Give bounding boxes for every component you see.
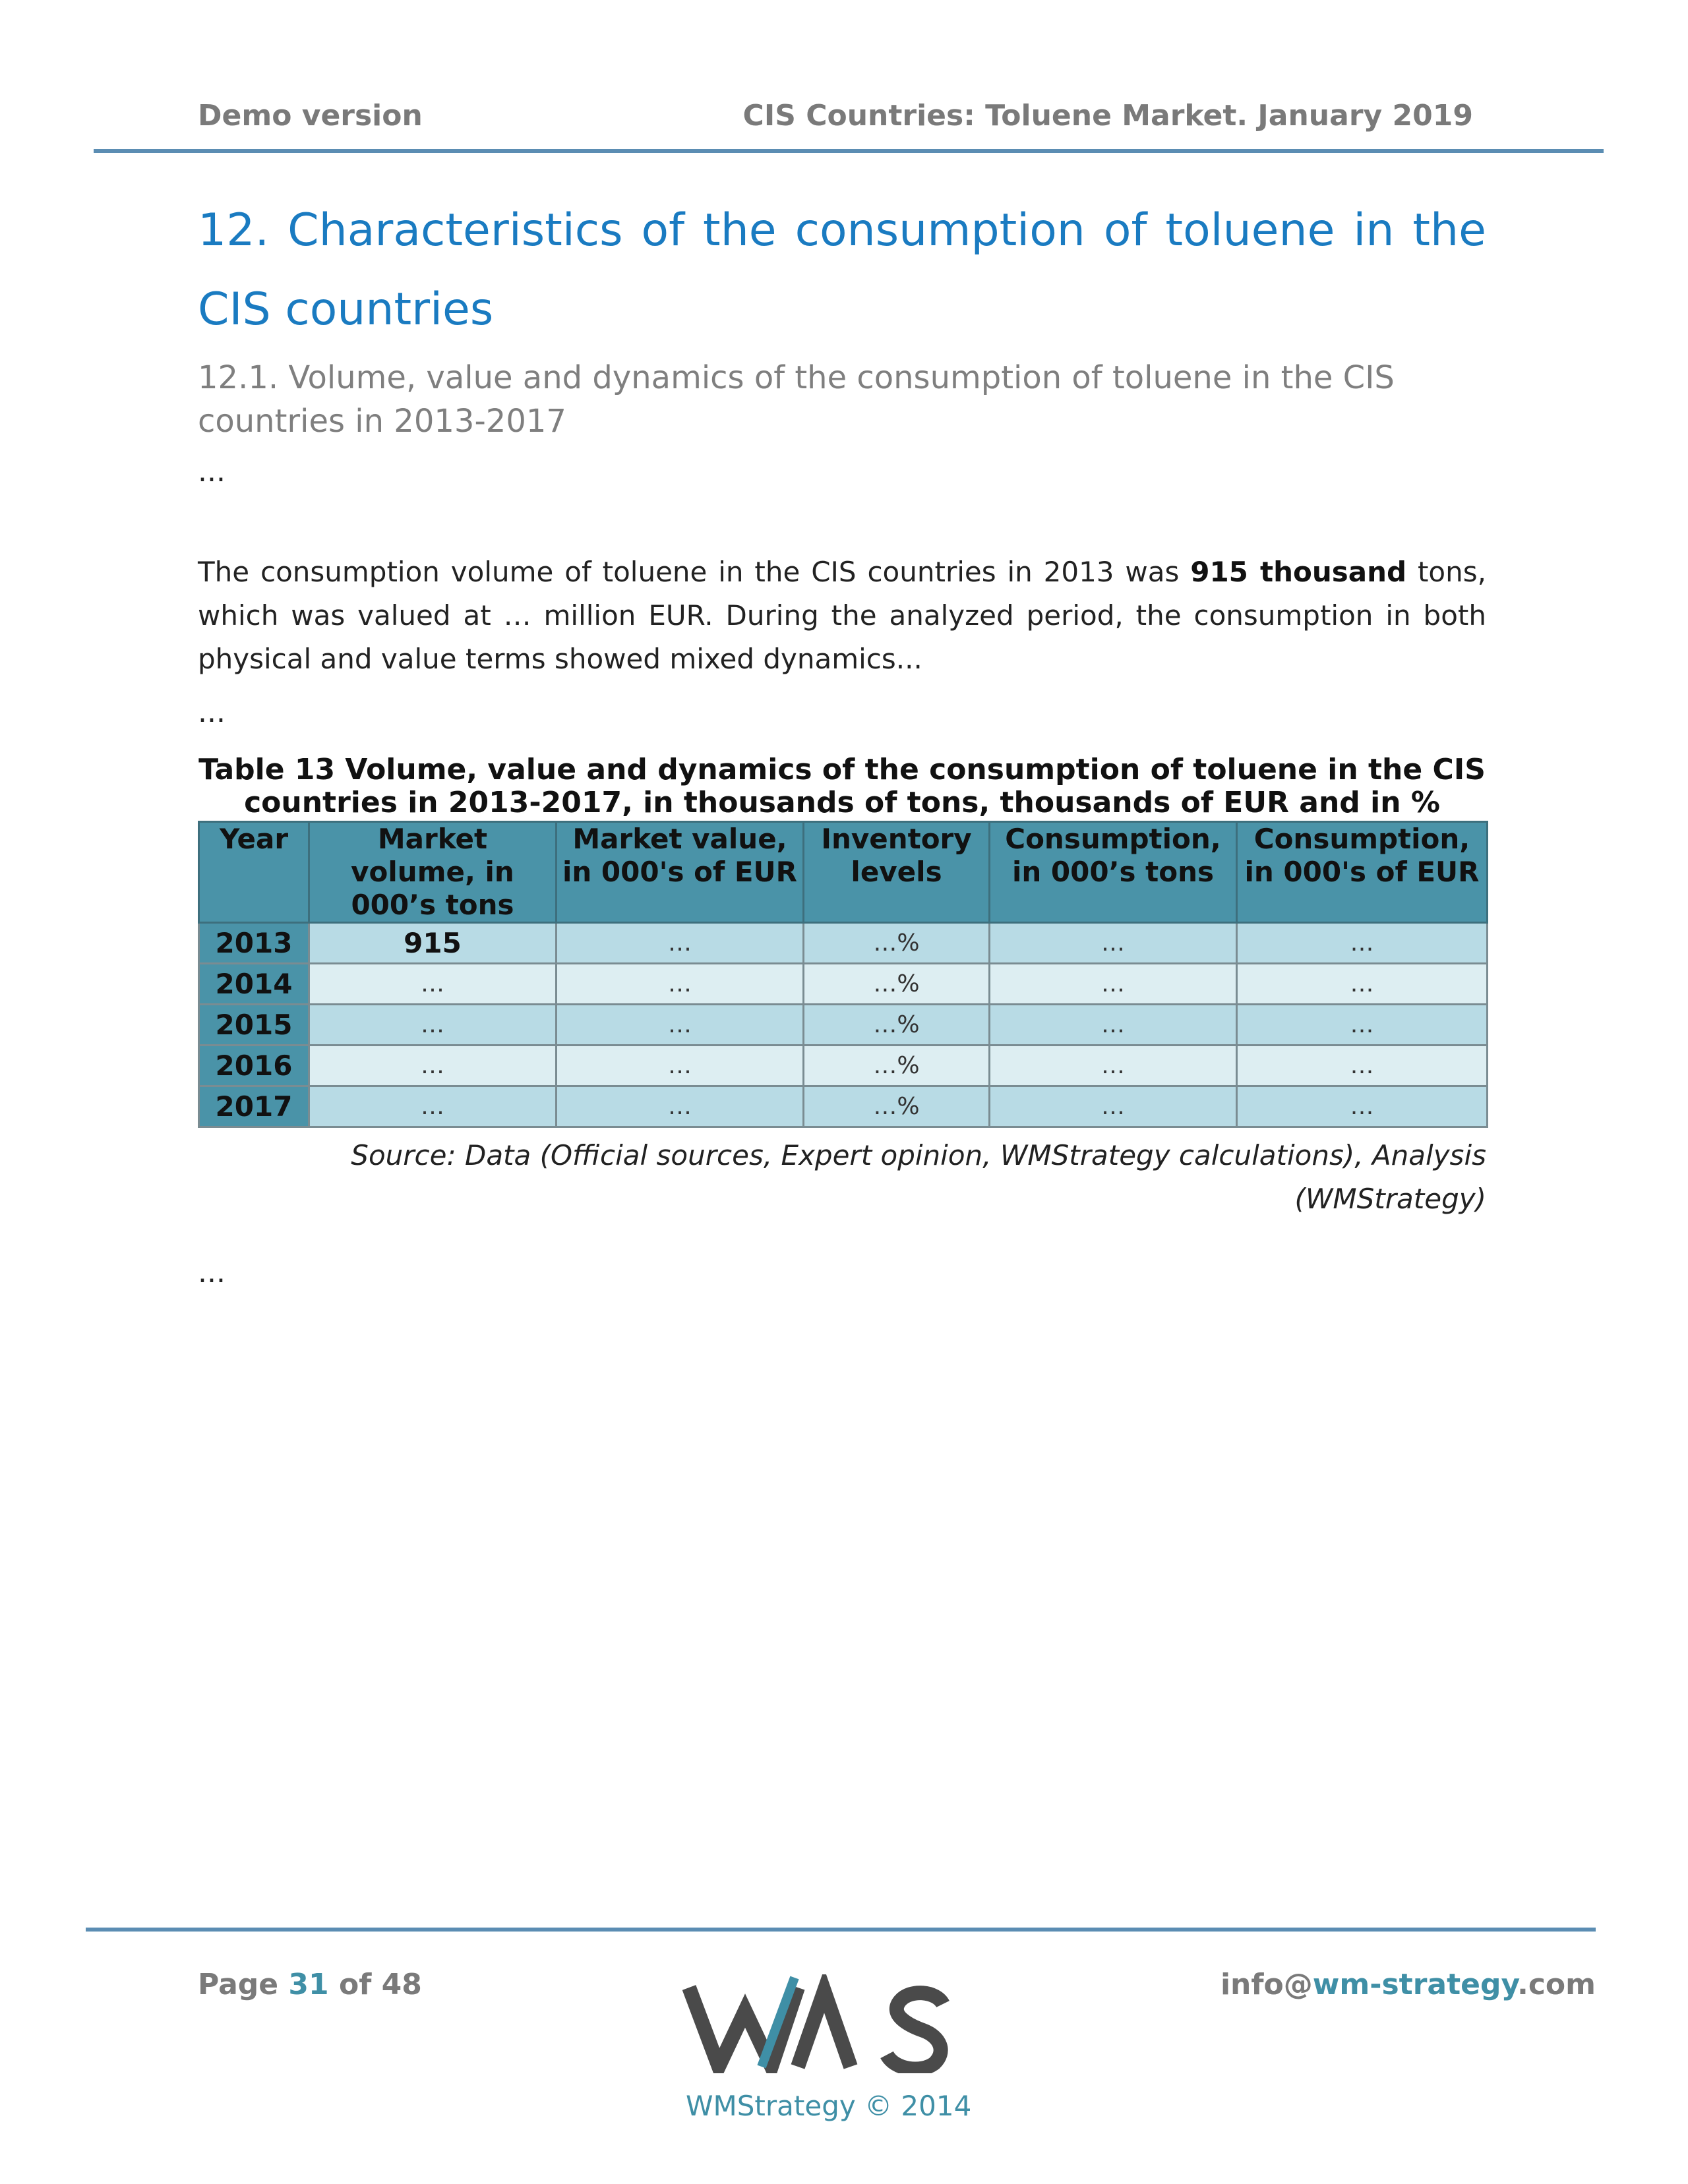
- table-row: [199, 923, 1488, 964]
- table-caption: Table 13 Volume, value and dynamics of the consumption of toluene in the CIS countries in 2013-2017, in thousands of tons, thousands of EUR and in %: [198, 753, 1486, 819]
- header-report-title: CIS Countries: Toluene Market. January 2019: [742, 99, 1473, 133]
- table-cell: …: [1237, 923, 1488, 964]
- ellipsis-1: ...: [198, 455, 226, 488]
- table-cell: …: [990, 1005, 1237, 1046]
- page-number: [198, 1968, 422, 2001]
- table-cell: …: [557, 923, 804, 964]
- table-row: [199, 964, 1488, 1005]
- table-cell: …%: [804, 1005, 990, 1046]
- email-suffix: .com: [1517, 1968, 1596, 2001]
- table-cell: …: [990, 923, 1237, 964]
- body-paragraph: [198, 550, 1486, 681]
- table-cell: …: [309, 1046, 557, 1086]
- table-cell: …: [557, 1005, 804, 1046]
- table-header-row: [199, 822, 1488, 923]
- table-row: [199, 1086, 1488, 1127]
- table-cell: …: [1237, 1086, 1488, 1127]
- page-of-label: of: [328, 1968, 382, 2001]
- email-prefix: info@: [1220, 1968, 1313, 2001]
- table-cell: …: [309, 1005, 557, 1046]
- header-divider: [94, 149, 1604, 153]
- table-source-note: Source: Data (Official sources, Expert opinion, WMStrategy calculations), Analysis (WMStrategy): [351, 1139, 1486, 1215]
- table-cell: …: [990, 1086, 1237, 1127]
- year-cell: 2017: [199, 1086, 309, 1127]
- page-label: Page: [198, 1968, 289, 2001]
- table-row: [199, 1005, 1488, 1046]
- consumption-table: [198, 821, 1488, 1128]
- ellipsis-3: ...: [198, 1256, 226, 1289]
- subsection-title: 12.1. Volume, value and dynamics of the consumption of toluene in the CIS countries in 2013-2017: [198, 359, 1395, 440]
- column-header: Year: [199, 822, 309, 923]
- logo-caption: WMStrategy © 2014: [686, 2090, 972, 2122]
- table-cell: …: [309, 1086, 557, 1127]
- column-header: Inventory levels: [804, 822, 990, 923]
- table-cell: 915: [309, 923, 557, 964]
- table-cell: …: [309, 964, 557, 1005]
- paragraph-bold-value: 915 thousand: [1190, 556, 1407, 588]
- wms-logo-graphic: [682, 1974, 959, 2073]
- table-cell: …: [990, 1046, 1237, 1086]
- column-header: Market volume, in 000’s tons: [309, 822, 557, 923]
- table-cell: …%: [804, 964, 990, 1005]
- table-cell: …: [557, 1046, 804, 1086]
- section-title: 12. Characteristics of the consumption of toluene in the CIS countries: [198, 204, 1486, 336]
- table-cell: …%: [804, 1086, 990, 1127]
- page-total: 48: [381, 1968, 422, 2001]
- table-cell: …: [990, 964, 1237, 1005]
- ellipsis-2: ...: [198, 695, 226, 729]
- paragraph-text-end: tons, which was valued at … million EUR. During the analyzed period, the consumption in both physical and value terms showed mixed dynamics...: [198, 556, 1486, 675]
- table-cell: …%: [804, 1046, 990, 1086]
- table-cell: …: [1237, 1005, 1488, 1046]
- column-header: Consumption, in 000’s tons: [990, 822, 1237, 923]
- page-current: 31: [288, 1968, 329, 2001]
- paragraph-text-start: The consumption volume of toluene in the CIS countries in 2013 was: [198, 556, 1191, 588]
- email-domain: wm-strategy: [1312, 1968, 1518, 2001]
- table-cell: …%: [804, 923, 990, 964]
- year-cell: 2015: [199, 1005, 309, 1046]
- table-cell: …: [1237, 1046, 1488, 1086]
- column-header: Consumption, in 000's of EUR: [1237, 822, 1488, 923]
- wms-logo: [682, 1974, 959, 2073]
- year-cell: 2016: [199, 1046, 309, 1086]
- column-header: Market value, in 000's of EUR: [557, 822, 804, 923]
- year-cell: 2014: [199, 964, 309, 1005]
- table-cell: …: [1237, 964, 1488, 1005]
- table-row: [199, 1046, 1488, 1086]
- table-cell: …: [557, 964, 804, 1005]
- table-cell: …: [557, 1086, 804, 1127]
- year-cell: 2013: [199, 923, 309, 964]
- contact-email[interactable]: [1221, 1968, 1596, 2001]
- header-demo-label: Demo version: [198, 99, 423, 133]
- footer-divider: [86, 1928, 1596, 1932]
